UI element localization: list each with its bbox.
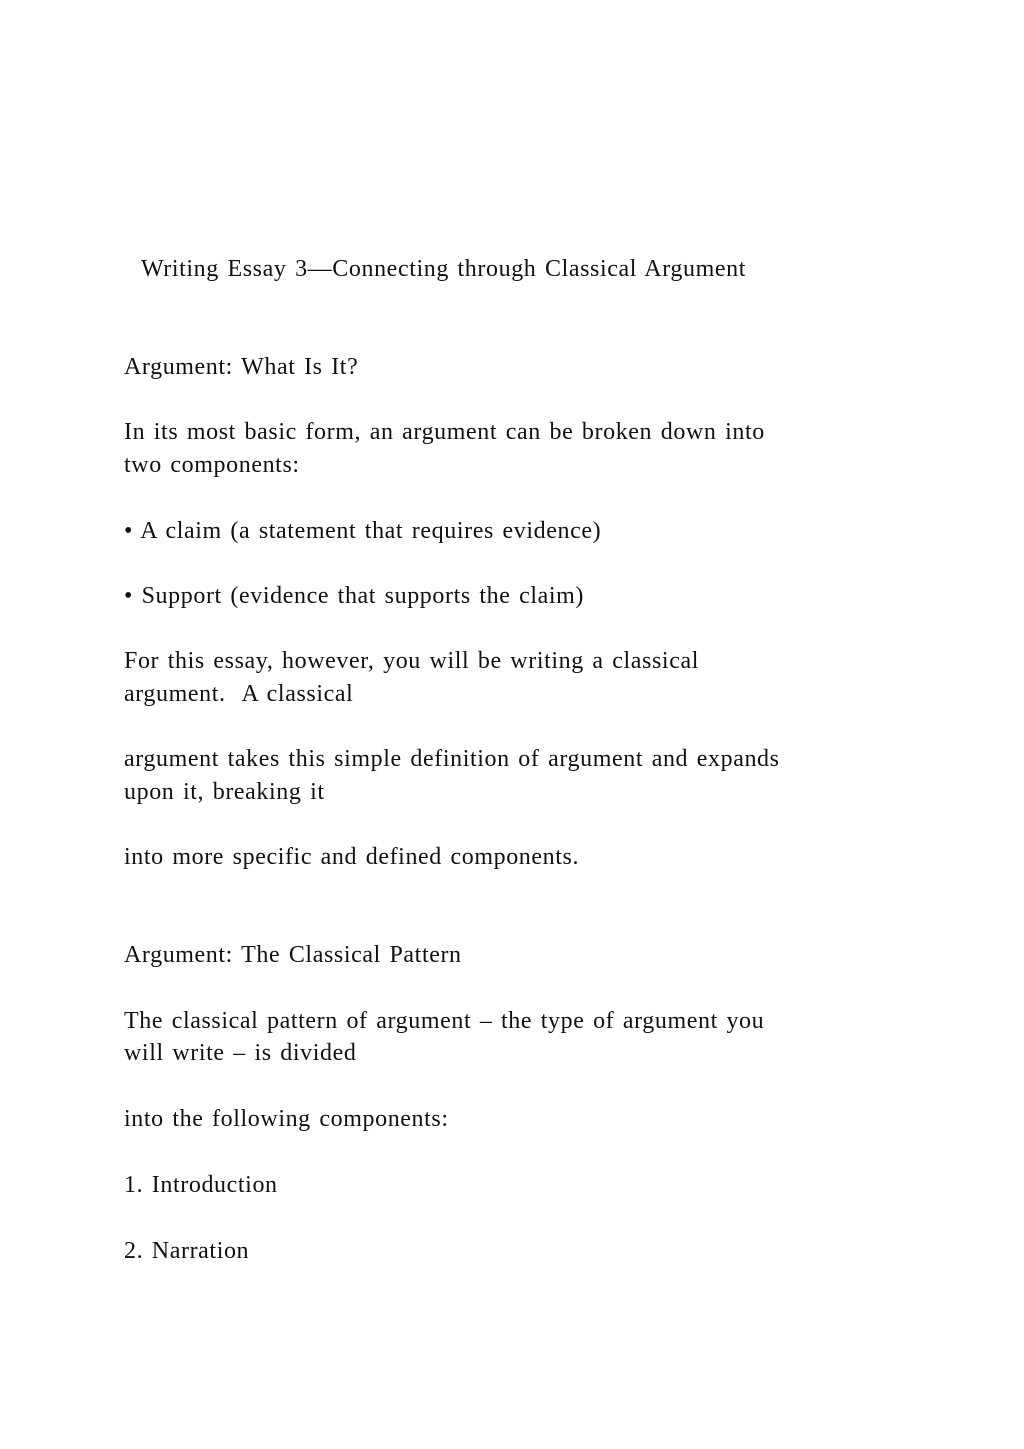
section-heading-what-is-it: Argument: What Is It? bbox=[124, 354, 359, 380]
list-item-narration: 2. Narration bbox=[124, 1238, 250, 1264]
paragraph-line: The classical pattern of argument – the type of argument you bbox=[124, 1008, 765, 1034]
bullet-item-claim: • A claim (a statement that requires evidence) bbox=[124, 518, 602, 544]
paragraph-line: For this essay, however, you will be writing a classical bbox=[124, 648, 699, 674]
paragraph-line: will write – is divided bbox=[124, 1040, 357, 1066]
paragraph-line: into more specific and defined components. bbox=[124, 844, 580, 870]
paragraph-line: argument. A classical bbox=[124, 681, 354, 707]
paragraph-line: two components: bbox=[124, 452, 300, 478]
paragraph-line: into the following components: bbox=[124, 1106, 449, 1132]
paragraph-line: In its most basic form, an argument can be broken down into bbox=[124, 419, 765, 445]
paragraph-line: upon it, breaking it bbox=[124, 779, 325, 805]
document-title: Writing Essay 3—Connecting through Classical Argument bbox=[141, 256, 746, 282]
list-item-introduction: 1. Introduction bbox=[124, 1172, 278, 1198]
section-heading-classical-pattern: Argument: The Classical Pattern bbox=[124, 942, 462, 968]
bullet-item-support: • Support (evidence that supports the claim) bbox=[124, 583, 585, 609]
paragraph-line: argument takes this simple definition of argument and expands bbox=[124, 746, 780, 772]
